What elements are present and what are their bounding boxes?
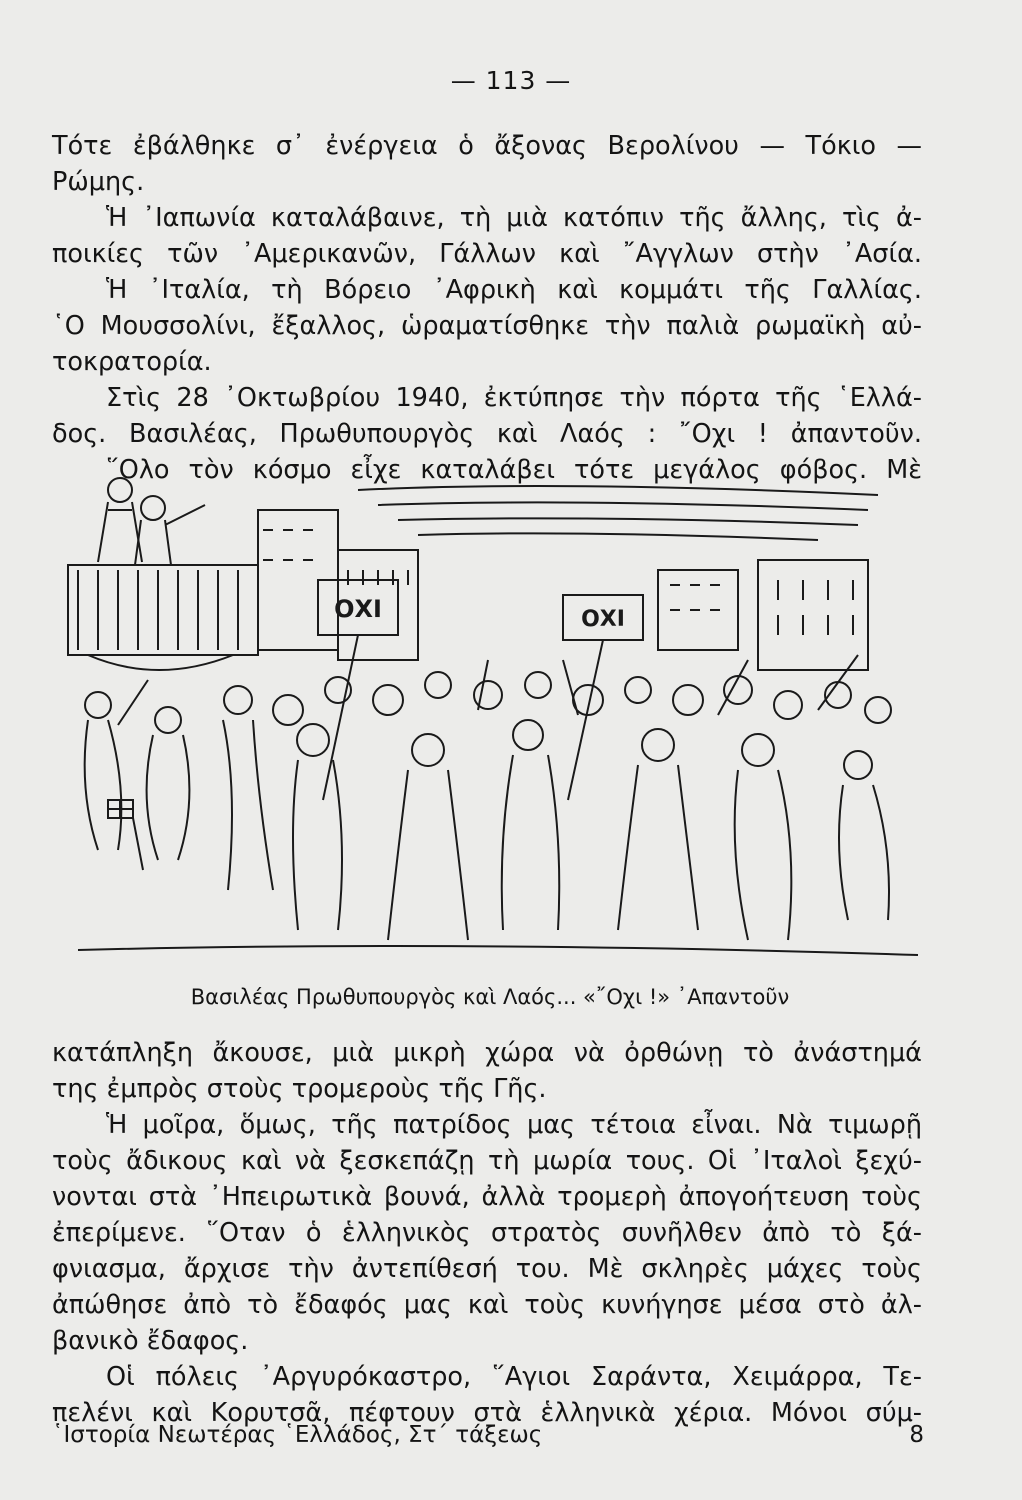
figure-caption: Βασιλέας Πρωθυπουργὸς καὶ Λαός... «῎Οχι !» ᾿Απαντοῦν: [190, 985, 790, 1009]
text-line: πελένι καὶ Κορυτσᾶ, πέφτουν στὰ ἑλληνικὰ χέρια. Μόνοι σύμ-: [52, 1398, 922, 1428]
text-line: τοκρατορία.: [52, 347, 212, 377]
crowd-illustration: [58, 470, 928, 970]
text-line: Ἡ ᾿Ιαπωνία καταλάβαινε, τὴ μιὰ κατόπιν τῆς ἄλλης, τὶς ἀ-: [106, 203, 922, 233]
text-line: ῾Ο Μουσσολίνι, ἔξαλλος, ὡραματίσθηκε τὴν παλιὰ ρωμαϊκὴ αὐ-: [52, 311, 922, 341]
text-line: Ρώμης.: [52, 167, 145, 197]
page-number: — 113 —: [450, 66, 572, 95]
text-line: Στὶς 28 ᾿Οκτωβρίου 1940, ἐκτύπησε τὴν πόρτα τῆς ῾Ελλά-: [106, 383, 922, 413]
footer-signature-mark: 8: [909, 1422, 924, 1448]
footer-book-title: ῾Ιστορία Νεωτέρας ῾Ελλάδος, Στ´ τάξεως: [52, 1422, 543, 1448]
text-line: της ἐμπρὸς στοὺς τρομεροὺς τῆς Γῆς.: [52, 1074, 547, 1104]
text-line: τοὺς ἄδικους καὶ νὰ ξεσκεπάζῃ τὴ μωρία τους. Οἱ ᾿Ιταλοὶ ξεχύ-: [52, 1146, 922, 1176]
text-line: ἀπώθησε ἀπὸ τὸ ἔδαφός μας καὶ τοὺς κυνήγησε μέσα στὸ ἀλ-: [52, 1290, 922, 1320]
text-line: ποικίες τῶν ᾿Αμερικανῶν, Γάλλων καὶ ῎Αγγλων στὴν ᾿Ασία.: [52, 239, 922, 269]
text-line: ῞Ολο τὸν κόσμο εἶχε καταλάβει τότε μεγάλος φόβος. Μὲ: [106, 455, 922, 485]
text-line: δος. Βασιλέας, Πρωθυπουργὸς καὶ Λαός : ῎Οχι ! ἀπαντοῦν.: [52, 419, 922, 449]
text-line: βανικὸ ἔδαφος.: [52, 1326, 249, 1356]
text-block-bottom: [52, 1035, 922, 1431]
text-line: Ἡ ᾿Ιταλία, τὴ Βόρειο ᾿Αφρικὴ καὶ κομμάτι τῆς Γαλλίας.: [106, 275, 922, 305]
text-line: φνιασμα, ἄρχισε τὴν ἀντεπίθεσή του. Μὲ σκληρὲς μάχες τοὺς: [52, 1254, 922, 1284]
text-block-top: [52, 128, 922, 488]
text-line: Οἱ πόλεις ᾿Αργυρόκαστρο, ῞Αγιοι Σαράντα, Χειμάρρα, Τε-: [106, 1362, 922, 1392]
text-line: ἐπερίμενε. ῞Οταν ὁ ἑλληνικὸς στρατὸς συνῆλθεν ἀπὸ τὸ ξά-: [52, 1218, 922, 1248]
placard-text: ΟΧΙ: [581, 607, 625, 632]
text-line: νονται στὰ ᾿Ηπειρωτικὰ βουνά, ἀλλὰ τρομερὴ ἀπογοήτευση τοὺς: [52, 1182, 922, 1212]
placard-text: ΟΧΙ: [334, 595, 382, 623]
text-line: κατάπληξη ἄκουσε, μιὰ μικρὴ χώρα νὰ ὀρθώνῃ τὸ ἀνάστημά: [52, 1038, 922, 1068]
text-line: Ἡ μοῖρα, ὅμως, τῆς πατρίδος μας τέτοια εἶναι. Νὰ τιμωρῇ: [106, 1110, 922, 1140]
text-line: Τότε ἐβάλθηκε σ᾿ ἐνέργεια ὁ ἄξονας Βερολίνου — Τόκιο —: [52, 131, 922, 161]
